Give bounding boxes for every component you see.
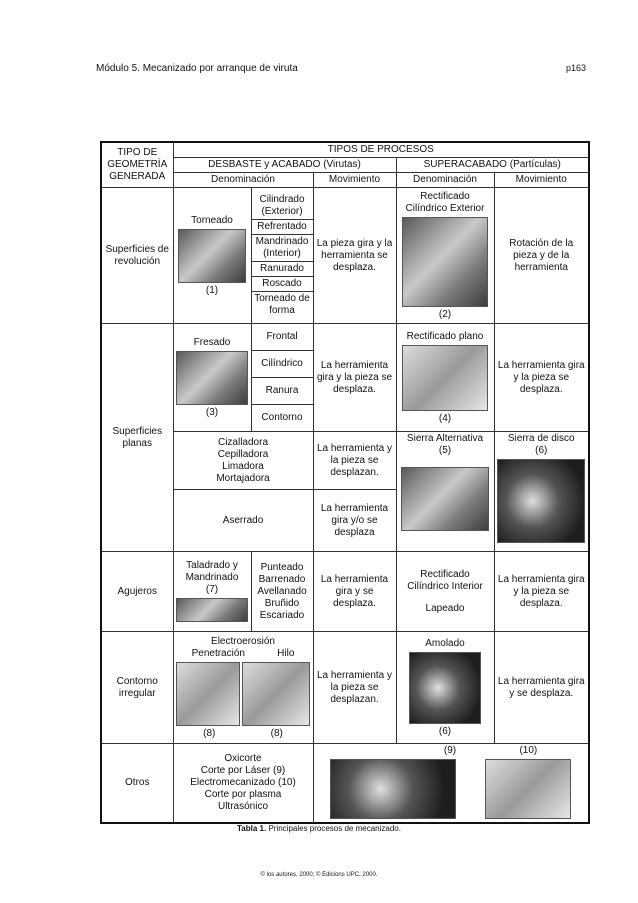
- op-contorno: Contorno: [261, 411, 303, 423]
- copyright-footer: © los autores, 2000; © Edicions UPC, 2000.: [260, 872, 378, 878]
- table-caption: [0, 824, 638, 833]
- rectificado-interior-label: Rectificado Cilíndrico Interior: [407, 568, 483, 592]
- hilo-label: Hilo: [277, 647, 295, 659]
- op-mandrinado: Mandrinado (Interior): [252, 235, 313, 262]
- mov-cizalladora: La herramienta y la pieza se desplazan.: [313, 432, 396, 490]
- super-mov-revolucion: Rotación de la pieza y de la herramienta: [494, 188, 589, 324]
- op-ranurado: Ranurado: [252, 262, 313, 277]
- superacabado-header: SUPERACABADO (Partículas): [396, 158, 589, 173]
- otros-photos: [313, 744, 589, 824]
- page-header-title: Módulo 5. Mecanizado por arranque de viruta: [96, 63, 298, 74]
- figure-number-7: (7): [205, 583, 219, 595]
- op-punteado: Punteado: [260, 561, 304, 573]
- proc-plasma: Corte por plasma: [204, 789, 282, 800]
- rectificado-exterior-photo: [402, 217, 488, 307]
- torneado-photo: [178, 229, 246, 283]
- taladrado-photo: [176, 598, 248, 622]
- figure-number-6: (6): [535, 445, 548, 456]
- op-brunido: Bruñido: [264, 597, 300, 609]
- proc-electromecanizado: Electromecanizado (10): [190, 777, 296, 788]
- geom-agujeros: Agujeros: [101, 552, 173, 632]
- amolado-cell: [396, 632, 494, 744]
- fresado-ops: [251, 324, 313, 432]
- proc-oxicorte: Oxicorte: [224, 753, 262, 764]
- rectificado-plano-label: Rectificado plano: [406, 330, 484, 342]
- caption-text: Principales procesos de mecanizado.: [266, 824, 401, 833]
- fresado-label: Fresado: [193, 336, 231, 348]
- sierra-alternativa-photo: [401, 467, 489, 531]
- amolado-label: Amolado: [425, 637, 465, 649]
- sierra-disco-cell: [494, 432, 589, 552]
- op-ranura: Ranura: [252, 377, 313, 404]
- fresado-photo: [176, 351, 248, 405]
- op-escariado: Escariado: [259, 609, 305, 621]
- op-frontal: Frontal: [252, 325, 313, 351]
- proc-limadora: Limadora: [222, 460, 264, 472]
- figure-number-8b: (8): [270, 727, 283, 739]
- proc-mortajadora: Mortajadora: [216, 472, 270, 484]
- mov-agujeros: La herramienta gira y se desplaza.: [313, 552, 396, 632]
- agujeros-ops: [251, 552, 313, 632]
- sierra-disco-photo: [497, 459, 585, 543]
- proc-cepilladora: Cepilladora: [217, 448, 269, 460]
- aserrado-cell: Aserrado: [173, 490, 313, 552]
- otros-list: [173, 744, 313, 824]
- op-torneado-forma: Torneado de forma: [254, 293, 310, 316]
- op-cilindrado: Cilindrado (Exterior): [252, 193, 313, 220]
- figure-number-1: (1): [205, 284, 219, 296]
- sierra-alternativa-label: Sierra Alternativa: [406, 433, 484, 444]
- electroerosion-cell: [173, 632, 313, 744]
- torneado-ops: [251, 188, 313, 324]
- figure-number-8a: (8): [203, 727, 216, 739]
- mov-contorno: La herramienta y la pieza se desplazan.: [313, 632, 396, 744]
- laser-photo: [330, 759, 456, 819]
- figure-number-4: (4): [438, 412, 452, 424]
- proc-cizalladora: Cizalladora: [217, 436, 269, 448]
- page-number: p163: [566, 63, 587, 73]
- op-avellanado: Avellanado: [257, 585, 307, 597]
- electromecanizado-photo: [485, 759, 571, 819]
- torneado-cell: [173, 188, 251, 324]
- geom-planas: Superficies planas: [101, 324, 173, 552]
- rectificado-plano-photo: [402, 345, 488, 411]
- super-mov-contorno: La herramienta gira y se desplaza.: [494, 632, 589, 744]
- denominacion-header: Denominación: [173, 173, 313, 188]
- movimiento-header-2: Movimiento: [494, 173, 589, 188]
- fresado-cell: [173, 324, 251, 432]
- super-mov-agujeros: La herramienta gira y la pieza se desplaza.: [494, 552, 589, 632]
- denominacion-header-2: Denominación: [396, 173, 494, 188]
- op-roscado: Roscado: [252, 277, 313, 292]
- sierra-alternativa-cell: [396, 432, 494, 552]
- figure-number-9: (9): [443, 745, 457, 756]
- hilo-photo: [242, 662, 310, 726]
- amolado-photo: [409, 652, 481, 724]
- op-barrenado: Barrenado: [258, 573, 306, 585]
- caption-label: Tabla 1.: [237, 824, 267, 833]
- penetracion-photo: [176, 662, 240, 726]
- taladrado-label: Taladrado y Mandrinado: [185, 559, 239, 583]
- electroerosion-label: Electroerosión: [211, 635, 275, 647]
- lapeado-label: Lapeado: [425, 602, 465, 614]
- op-refrentado: Refrentado: [252, 220, 313, 235]
- proc-ultrasonico: Ultrasónico: [217, 801, 269, 812]
- geom-otros: Otros: [101, 744, 173, 824]
- rectificado-exterior-cell: [396, 188, 494, 324]
- rectificado-interior-cell: [396, 552, 494, 632]
- cizalladora-cell: [173, 432, 313, 490]
- torneado-label: Torneado: [191, 214, 233, 226]
- tipos-procesos-header: TIPOS DE PROCESOS: [173, 142, 589, 158]
- sierra-disco-label: Sierra de disco: [507, 433, 575, 444]
- mov-fresado: La herramienta gira y la pieza se desplaza.: [313, 324, 396, 432]
- figure-number-10: (10): [519, 745, 538, 756]
- figure-number-2: (2): [438, 308, 452, 320]
- mov-aserrado: La herramienta gira y/o se desplaza: [313, 490, 396, 552]
- rectificado-plano-cell: [396, 324, 494, 432]
- super-mov-planas: La herramienta gira y la pieza se desplaza.: [494, 324, 589, 432]
- geom-revolucion: Superficies de revolución: [101, 188, 173, 324]
- figure-number-3: (3): [205, 406, 219, 418]
- taladrado-cell: [173, 552, 251, 632]
- figure-number-6b: (6): [438, 725, 452, 737]
- desbaste-header: DESBASTE y ACABADO (Virutas): [173, 158, 396, 173]
- proc-laser: Corte por Láser (9): [200, 765, 286, 776]
- processes-table: [100, 141, 590, 824]
- geometry-header: TIPO DE GEOMETRÍA GENERADA: [101, 142, 173, 188]
- geom-contorno: Contorno irregular: [101, 632, 173, 744]
- figure-number-5: (5): [438, 445, 452, 456]
- penetracion-label: Penetración: [191, 647, 245, 659]
- rectificado-exterior-label: Rectificado Cilíndrico Exterior: [405, 190, 485, 214]
- op-cilindrico: Cilíndrico: [252, 351, 313, 378]
- movimiento-header: Movimiento: [313, 173, 396, 188]
- mov-revolucion: La pieza gira y la herramienta se desplaza.: [313, 188, 396, 324]
